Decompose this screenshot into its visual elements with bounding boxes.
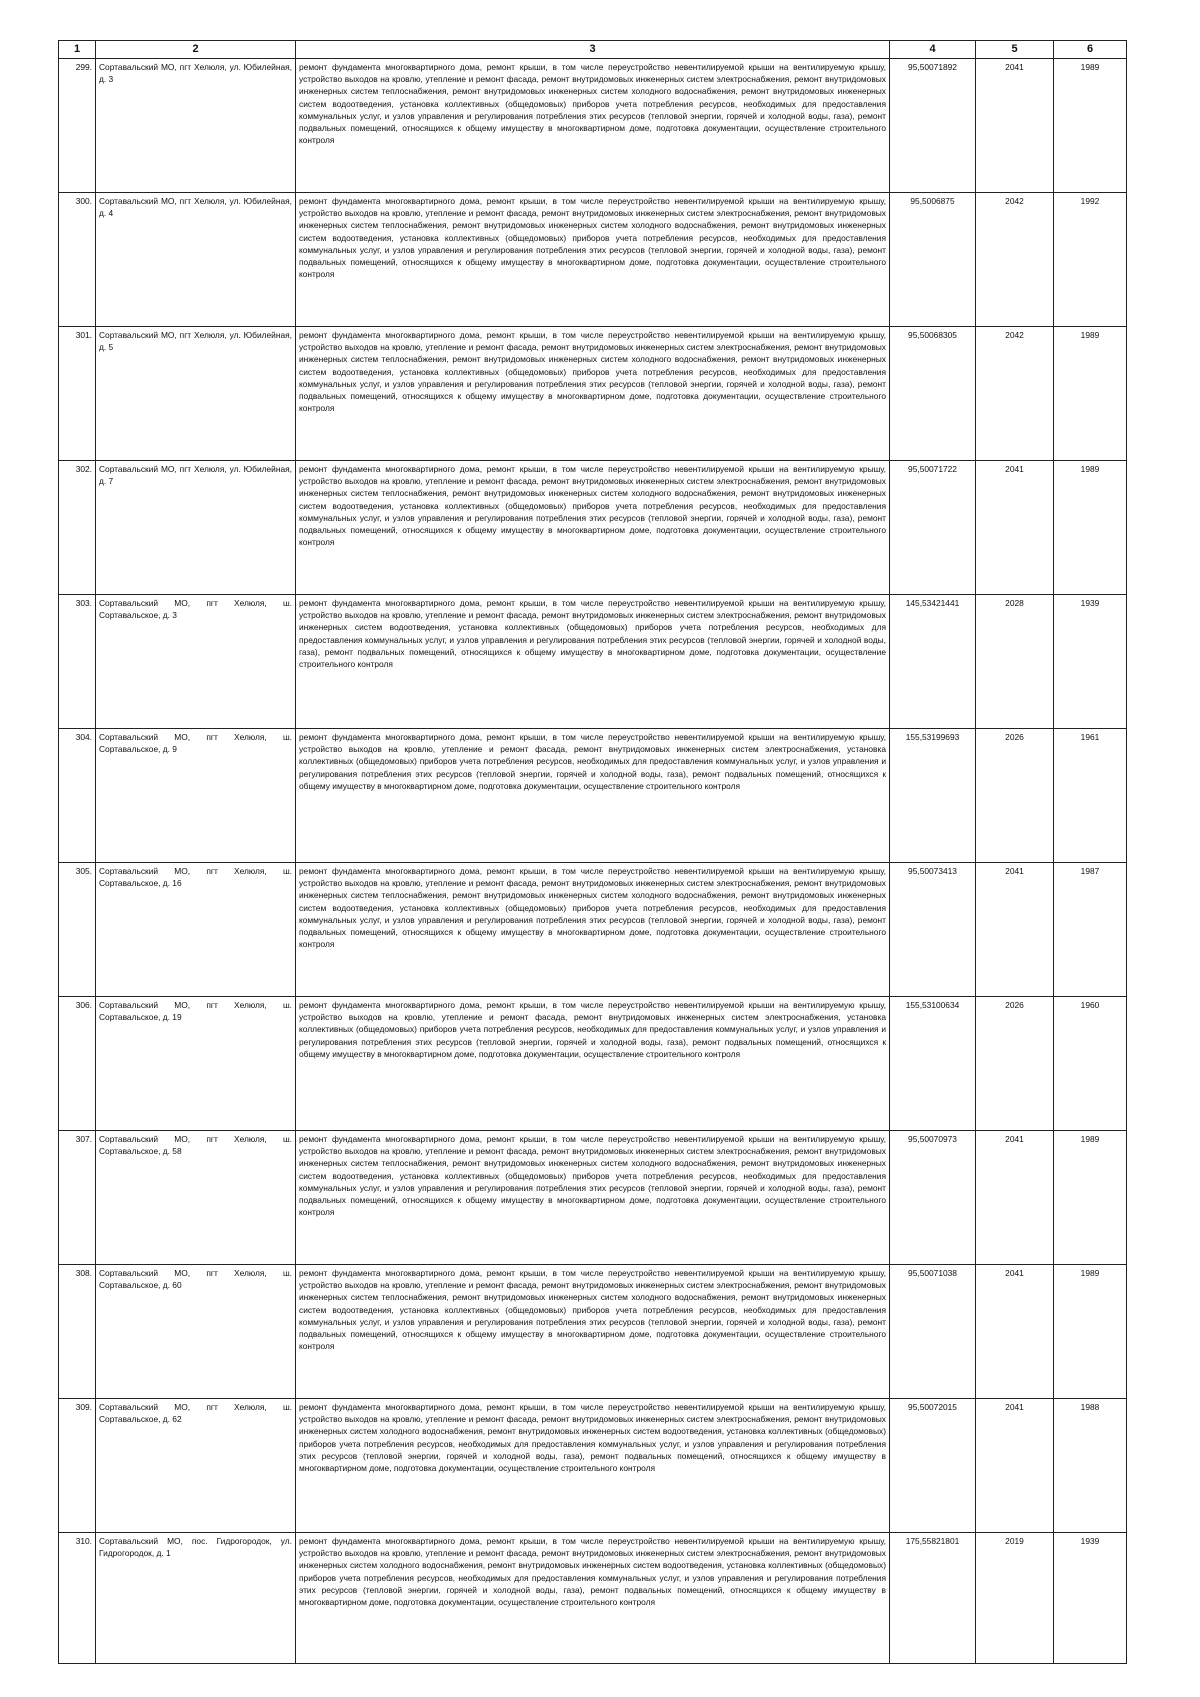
row-number: 309. <box>59 1399 96 1533</box>
table-row <box>59 997 1127 1131</box>
build-year-cell: 1939 <box>1054 1533 1127 1664</box>
table-row <box>59 1265 1127 1399</box>
cost-cell: 95,50070973 <box>890 1131 976 1265</box>
works-list-cell: ремонт фундамента многоквартирного дома, ремонт крыши, в том числе переустройство невентилируемой крыши на вентилируемую крышу, устройство выходов на кровлю, утепление и ремонт фасада, ремонт внутридомовых инженерных систем электроснабжения, ремонт внутридомовых инженерных систем теплоснабжения, ремонт внутридомовых инженерных систем холодного водоснабжения, ремонт внутридомовых инженерных систем водоотведения, установка коллективных (общедомовых) приборов учета потребления ресурсов, необходимых для предоставления коммунальных услуг, и узлов управления и регулирования потребления этих ресурсов (тепловой энергии, горячей и холодной воды, газа), ремонт подвальных помещений, относящихся к общему имуществу в многоквартирном доме, подготовка документации, осуществление строительного контроля <box>296 327 890 461</box>
row-number: 300. <box>59 193 96 327</box>
address-cell: Сортавальский МО, пгт Хелюля, ул. Юбилейная, д. 7 <box>96 461 296 595</box>
address-cell: Сортавальский МО, пгт Хелюля, ш. Сортавальское, д. 19 <box>96 997 296 1131</box>
address-cell: Сортавальский МО, пгт Хелюля, ш. Сортавальское, д. 58 <box>96 1131 296 1265</box>
build-year-cell: 1989 <box>1054 1131 1127 1265</box>
planned-year-cell: 2042 <box>976 193 1054 327</box>
works-list-cell: ремонт фундамента многоквартирного дома, ремонт крыши, в том числе переустройство невентилируемой крыши на вентилируемую крышу, устройство выходов на кровлю, утепление и ремонт фасада, ремонт внутридомовых инженерных систем электроснабжения, ремонт внутридомовых инженерных систем теплоснабжения, ремонт внутридомовых инженерных систем холодного водоснабжения, ремонт внутридомовых инженерных систем водоотведения, установка коллективных (общедомовых) приборов учета потребления ресурсов, необходимых для предоставления коммунальных услуг, и узлов управления и регулирования потребления этих ресурсов (тепловой энергии, горячей и холодной воды, газа), ремонт подвальных помещений, относящихся к общему имуществу в многоквартирном доме, подготовка документации, осуществление строительного контроля <box>296 59 890 193</box>
table-row <box>59 1399 1127 1533</box>
works-list-cell: ремонт фундамента многоквартирного дома, ремонт крыши, в том числе переустройство невентилируемой крыши на вентилируемую крышу, устройство выходов на кровлю, утепление и ремонт фасада, ремонт внутридомовых инженерных систем электроснабжения, ремонт внутридомовых инженерных систем теплоснабжения, ремонт внутридомовых инженерных систем холодного водоснабжения, ремонт внутридомовых инженерных систем водоотведения, установка коллективных (общедомовых) приборов учета потребления ресурсов, необходимых для предоставления коммунальных услуг, и узлов управления и регулирования потребления этих ресурсов (тепловой энергии, горячей и холодной воды, газа), ремонт подвальных помещений, относящихся к общему имуществу в многоквартирном доме, подготовка документации, осуществление строительного контроля <box>296 1265 890 1399</box>
cost-cell: 95,50073413 <box>890 863 976 997</box>
build-year-cell: 1989 <box>1054 327 1127 461</box>
row-number: 302. <box>59 461 96 595</box>
planned-year-cell: 2026 <box>976 729 1054 863</box>
table-row <box>59 863 1127 997</box>
row-number: 307. <box>59 1131 96 1265</box>
row-number: 308. <box>59 1265 96 1399</box>
planned-year-cell: 2041 <box>976 461 1054 595</box>
column-header-1: 1 <box>59 41 96 59</box>
address-cell: Сортавальский МО, пгт Хелюля, ш. Сортавальское, д. 16 <box>96 863 296 997</box>
address-cell: Сортавальский МО, пгт Хелюля, ш. Сортавальское, д. 60 <box>96 1265 296 1399</box>
row-number: 305. <box>59 863 96 997</box>
planned-year-cell: 2019 <box>976 1533 1054 1664</box>
table-row <box>59 461 1127 595</box>
address-cell: Сортавальский МО, пгт Хелюля, ш. Сортавальское, д. 9 <box>96 729 296 863</box>
planned-year-cell: 2042 <box>976 327 1054 461</box>
address-cell: Сортавальский МО, пгт Хелюля, ш. Сортавальское, д. 62 <box>96 1399 296 1533</box>
works-list-cell: ремонт фундамента многоквартирного дома, ремонт крыши, в том числе переустройство невентилируемой крыши на вентилируемую крышу, устройство выходов на кровлю, утепление и ремонт фасада, ремонт внутридомовых инженерных систем электроснабжения, установка коллективных (общедомовых) приборов учета потребления ресурсов, необходимых для предоставления коммунальных услуг, и узлов управления и регулирования потребления этих ресурсов (тепловой энергии, горячей и холодной воды, газа), ремонт подвальных помещений, относящихся к общему имуществу в многоквартирном доме, подготовка документации, осуществление строительного контроля <box>296 729 890 863</box>
cost-cell: 95,50072015 <box>890 1399 976 1533</box>
address-cell: Сортавальский МО, пгт Хелюля, ш. Сортавальское, д. 3 <box>96 595 296 729</box>
build-year-cell: 1988 <box>1054 1399 1127 1533</box>
row-number: 310. <box>59 1533 96 1664</box>
table-row <box>59 729 1127 863</box>
table-row <box>59 193 1127 327</box>
cost-cell: 95,5006875 <box>890 193 976 327</box>
cost-cell: 145,53421441 <box>890 595 976 729</box>
row-number: 303. <box>59 595 96 729</box>
works-list-cell: ремонт фундамента многоквартирного дома, ремонт крыши, в том числе переустройство невентилируемой крыши на вентилируемую крышу, устройство выходов на кровлю, утепление и ремонт фасада, ремонт внутридомовых инженерных систем электроснабжения, ремонт внутридомовых инженерных систем холодного водоснабжения, ремонт внутридомовых инженерных систем водоотведения, установка коллективных (общедомовых) приборов учета потребления ресурсов, необходимых для предоставления коммунальных услуг, и узлов управления и регулирования потребления этих ресурсов (тепловой энергии, горячей и холодной воды, газа), ремонт подвальных помещений, относящихся к общему имуществу в многоквартирном доме, подготовка документации, осуществление строительного контроля <box>296 1399 890 1533</box>
works-list-cell: ремонт фундамента многоквартирного дома, ремонт крыши, в том числе переустройство невентилируемой крыши на вентилируемую крышу, устройство выходов на кровлю, утепление и ремонт фасада, ремонт внутридомовых инженерных систем электроснабжения, ремонт внутридомовых инженерных систем водоотведения, установка коллективных (общедомовых) приборов учета потребления ресурсов, необходимых для предоставления коммунальных услуг, и узлов управления и регулирования потребления этих ресурсов (тепловой энергии, горячей и холодной воды, газа), ремонт подвальных помещений, относящихся к общему имуществу в многоквартирном доме, подготовка документации, осуществление строительного контроля <box>296 595 890 729</box>
works-list-cell: ремонт фундамента многоквартирного дома, ремонт крыши, в том числе переустройство невентилируемой крыши на вентилируемую крышу, устройство выходов на кровлю, утепление и ремонт фасада, ремонт внутридомовых инженерных систем электроснабжения, ремонт внутридомовых инженерных систем теплоснабжения, ремонт внутридомовых инженерных систем холодного водоснабжения, ремонт внутридомовых инженерных систем водоотведения, установка коллективных (общедомовых) приборов учета потребления ресурсов, необходимых для предоставления коммунальных услуг, и узлов управления и регулирования потребления этих ресурсов (тепловой энергии, горячей и холодной воды, газа), ремонт подвальных помещений, относящихся к общему имуществу в многоквартирном доме, подготовка документации, осуществление строительного контроля <box>296 193 890 327</box>
cost-cell: 175,55821801 <box>890 1533 976 1664</box>
cost-cell: 95,50071722 <box>890 461 976 595</box>
column-header-5: 5 <box>976 41 1054 59</box>
planned-year-cell: 2041 <box>976 1399 1054 1533</box>
planned-year-cell: 2041 <box>976 863 1054 997</box>
address-cell: Сортавальский МО, пос. Гидрогородок, ул. Гидрогородок, д. 1 <box>96 1533 296 1664</box>
row-number: 304. <box>59 729 96 863</box>
planned-year-cell: 2028 <box>976 595 1054 729</box>
column-header-4: 4 <box>890 41 976 59</box>
build-year-cell: 1939 <box>1054 595 1127 729</box>
row-number: 301. <box>59 327 96 461</box>
column-header-6: 6 <box>1054 41 1127 59</box>
cost-cell: 155,53199693 <box>890 729 976 863</box>
works-list-cell: ремонт фундамента многоквартирного дома, ремонт крыши, в том числе переустройство невентилируемой крыши на вентилируемую крышу, устройство выходов на кровлю, утепление и ремонт фасада, ремонт внутридомовых инженерных систем электроснабжения, ремонт внутридомовых инженерных систем холодного водоснабжения, ремонт внутридомовых инженерных систем водоотведения, установка коллективных (общедомовых) приборов учета потребления ресурсов, необходимых для предоставления коммунальных услуг, и узлов управления и регулирования потребления этих ресурсов (тепловой энергии, горячей и холодной воды, газа), ремонт подвальных помещений, относящихся к общему имуществу в многоквартирном доме, подготовка документации, осуществление строительного контроля <box>296 1533 890 1664</box>
cost-cell: 95,50071038 <box>890 1265 976 1399</box>
table-row <box>59 1131 1127 1265</box>
planned-year-cell: 2041 <box>976 1265 1054 1399</box>
works-list-cell: ремонт фундамента многоквартирного дома, ремонт крыши, в том числе переустройство невентилируемой крыши на вентилируемую крышу, устройство выходов на кровлю, утепление и ремонт фасада, ремонт внутридомовых инженерных систем электроснабжения, установка коллективных (общедомовых) приборов учета потребления ресурсов, необходимых для предоставления коммунальных услуг, и узлов управления и регулирования потребления этих ресурсов (тепловой энергии, горячей и холодной воды, газа), ремонт подвальных помещений, относящихся к общему имуществу в многоквартирном доме, подготовка документации, осуществление строительного контроля <box>296 997 890 1131</box>
works-list-cell: ремонт фундамента многоквартирного дома, ремонт крыши, в том числе переустройство невентилируемой крыши на вентилируемую крышу, устройство выходов на кровлю, утепление и ремонт фасада, ремонт внутридомовых инженерных систем электроснабжения, ремонт внутридомовых инженерных систем теплоснабжения, ремонт внутридомовых инженерных систем холодного водоснабжения, ремонт внутридомовых инженерных систем водоотведения, установка коллективных (общедомовых) приборов учета потребления ресурсов, необходимых для предоставления коммунальных услуг, и узлов управления и регулирования потребления этих ресурсов (тепловой энергии, горячей и холодной воды, газа), ремонт подвальных помещений, относящихся к общему имуществу в многоквартирном доме, подготовка документации, осуществление строительного контроля <box>296 863 890 997</box>
address-cell: Сортавальский МО, пгт Хелюля, ул. Юбилейная, д. 3 <box>96 59 296 193</box>
build-year-cell: 1989 <box>1054 461 1127 595</box>
build-year-cell: 1961 <box>1054 729 1127 863</box>
address-cell: Сортавальский МО, пгт Хелюля, ул. Юбилейная, д. 5 <box>96 327 296 461</box>
planned-year-cell: 2041 <box>976 1131 1054 1265</box>
row-number: 299. <box>59 59 96 193</box>
cost-cell: 95,50068305 <box>890 327 976 461</box>
build-year-cell: 1989 <box>1054 59 1127 193</box>
header-row <box>59 41 1127 59</box>
column-header-2: 2 <box>96 41 296 59</box>
table-body <box>59 59 1127 1664</box>
build-year-cell: 1992 <box>1054 193 1127 327</box>
capital-repair-table <box>58 40 1127 1664</box>
column-header-3: 3 <box>296 41 890 59</box>
table-row <box>59 327 1127 461</box>
address-cell: Сортавальский МО, пгт Хелюля, ул. Юбилейная, д. 4 <box>96 193 296 327</box>
table-row <box>59 595 1127 729</box>
build-year-cell: 1960 <box>1054 997 1127 1131</box>
build-year-cell: 1987 <box>1054 863 1127 997</box>
planned-year-cell: 2041 <box>976 59 1054 193</box>
cost-cell: 95,50071892 <box>890 59 976 193</box>
row-number: 306. <box>59 997 96 1131</box>
cost-cell: 155,53100634 <box>890 997 976 1131</box>
works-list-cell: ремонт фундамента многоквартирного дома, ремонт крыши, в том числе переустройство невентилируемой крыши на вентилируемую крышу, устройство выходов на кровлю, утепление и ремонт фасада, ремонт внутридомовых инженерных систем электроснабжения, ремонт внутридомовых инженерных систем теплоснабжения, ремонт внутридомовых инженерных систем холодного водоснабжения, ремонт внутридомовых инженерных систем водоотведения, установка коллективных (общедомовых) приборов учета потребления ресурсов, необходимых для предоставления коммунальных услуг, и узлов управления и регулирования потребления этих ресурсов (тепловой энергии, горячей и холодной воды, газа), ремонт подвальных помещений, относящихся к общему имуществу в многоквартирном доме, подготовка документации, осуществление строительного контроля <box>296 1131 890 1265</box>
table-row <box>59 59 1127 193</box>
table-row <box>59 1533 1127 1664</box>
works-list-cell: ремонт фундамента многоквартирного дома, ремонт крыши, в том числе переустройство невентилируемой крыши на вентилируемую крышу, устройство выходов на кровлю, утепление и ремонт фасада, ремонт внутридомовых инженерных систем электроснабжения, ремонт внутридомовых инженерных систем теплоснабжения, ремонт внутридомовых инженерных систем холодного водоснабжения, ремонт внутридомовых инженерных систем водоотведения, установка коллективных (общедомовых) приборов учета потребления ресурсов, необходимых для предоставления коммунальных услуг, и узлов управления и регулирования потребления этих ресурсов (тепловой энергии, горячей и холодной воды, газа), ремонт подвальных помещений, относящихся к общему имуществу в многоквартирном доме, подготовка документации, осуществление строительного контроля <box>296 461 890 595</box>
planned-year-cell: 2026 <box>976 997 1054 1131</box>
build-year-cell: 1989 <box>1054 1265 1127 1399</box>
